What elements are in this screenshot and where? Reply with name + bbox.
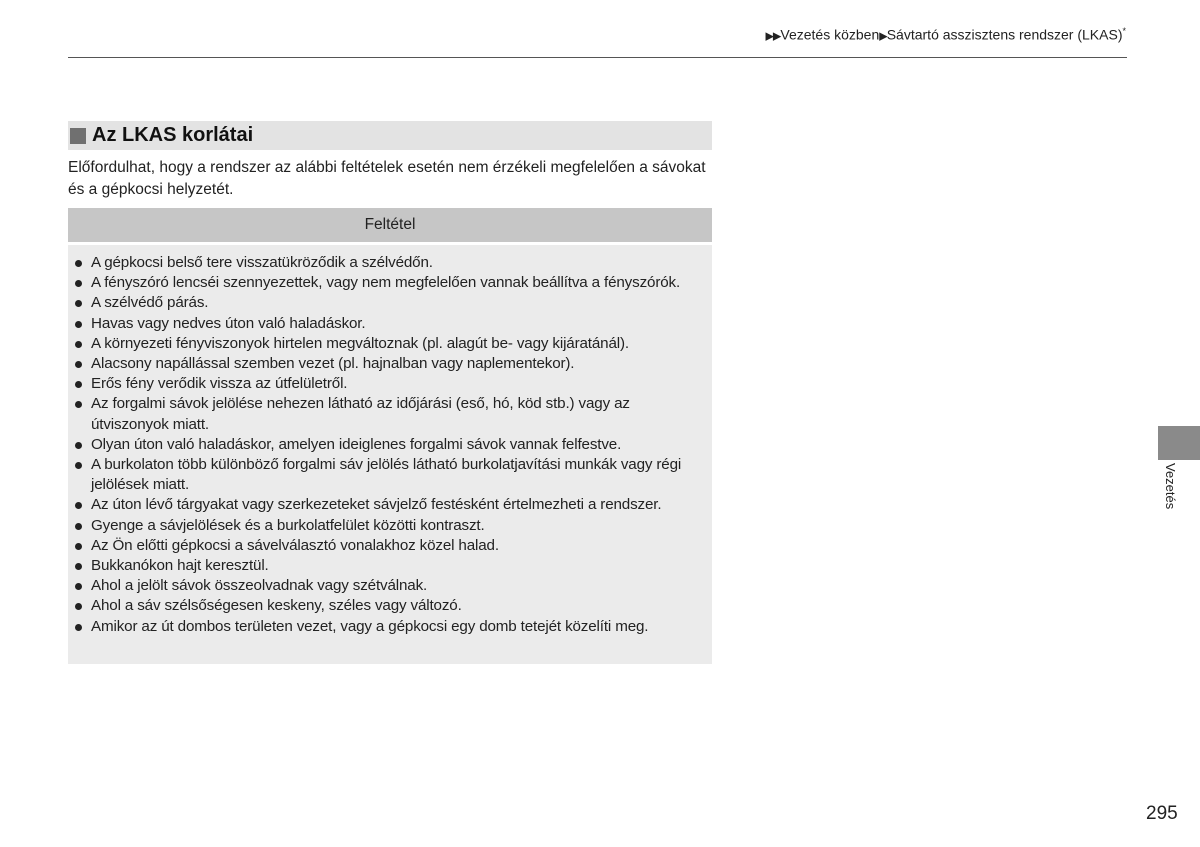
list-item-text: Alacsony napállással szemben vezet (pl. hajnalban vagy naplementekor). <box>91 355 575 373</box>
list-item-text: A környezeti fényviszonyok hirtelen megváltoznak (pl. alagút be- vagy kijáratánál). <box>91 334 629 352</box>
list-item <box>74 495 708 515</box>
list-item-text: Az forgalmi sávok jelölése nehezen látható az időjárási (eső, hó, köd stb.) vagy az útviszonyok miatt. <box>91 395 630 433</box>
bullet-icon <box>75 401 82 408</box>
bullet-icon <box>75 603 82 610</box>
breadcrumb <box>765 26 1126 43</box>
list-item-text: A gépkocsi belső tere visszatükröződik a szélvédőn. <box>91 254 433 271</box>
list-item-text: Az úton lévő tárgyakat vagy szerkezeteket sávjelző festésként értelmezheti a rendszer. <box>91 496 662 514</box>
list-item-text: Erős fény verődik vissza az útfelületről. <box>91 375 348 393</box>
list-item-text: A szélvédő párás. <box>91 294 209 312</box>
chapter-tab-marker <box>1158 426 1200 460</box>
list-item <box>74 354 708 374</box>
list-item <box>74 273 708 293</box>
list-item-text: Gyenge a sávjelölések és a burkolatfelület közötti kontraszt. <box>91 516 485 534</box>
bullet-icon <box>75 300 82 307</box>
breadcrumb-item-lkas: Sávtartó asszisztens rendszer (LKAS) <box>886 26 1123 43</box>
list-item <box>74 435 708 455</box>
list-item <box>74 556 708 576</box>
bullet-icon <box>75 624 82 631</box>
breadcrumb-arrow-icon: ▶▶ <box>765 30 781 43</box>
list-item-text: Ahol a sáv szélsőségesen keskeny, széles vagy változó. <box>91 597 462 615</box>
list-item-text: A burkolaton több különböző forgalmi sáv jelölés látható burkolatjavítási munkák vagy régi jelölések miatt. <box>91 456 682 494</box>
list-item <box>74 617 708 637</box>
header-divider <box>68 57 1127 58</box>
bullet-icon <box>75 583 82 590</box>
bullet-icon <box>75 563 82 570</box>
bullet-icon <box>75 280 82 287</box>
breadcrumb-arrow-icon: ▶ <box>879 30 887 43</box>
list-item-text: Az Ön előtti gépkocsi a sávelválasztó vonalakhoz közel halad. <box>91 536 499 554</box>
heading-square-icon <box>70 128 86 144</box>
chapter-tab-label: Vezetés <box>1163 463 1178 510</box>
breadcrumb-item-driving: Vezetés közben <box>780 26 880 43</box>
bullet-icon <box>75 442 82 449</box>
list-item <box>74 394 708 434</box>
bullet-icon <box>75 381 82 388</box>
list-item <box>74 516 708 536</box>
page-number: 295 <box>1146 803 1178 824</box>
bullet-icon <box>75 502 82 509</box>
list-item <box>74 576 708 596</box>
bullet-icon <box>75 341 82 348</box>
list-item <box>74 455 708 495</box>
list-item <box>74 374 708 394</box>
conditions-table <box>68 245 712 664</box>
bullet-icon <box>75 260 82 267</box>
list-item <box>74 293 708 313</box>
table-header: Feltétel <box>68 208 712 242</box>
conditions-list <box>74 253 708 637</box>
bullet-icon <box>75 543 82 550</box>
section-title: Az LKAS korlátai <box>92 124 254 146</box>
intro-paragraph: Előfordulhat, hogy a rendszer az alábbi feltételek esetén nem érzékeli megfelelően a sávokat és a gépkocsi helyzetét. <box>68 159 706 198</box>
bullet-icon <box>75 321 82 328</box>
bullet-icon <box>75 462 82 469</box>
list-item <box>74 314 708 334</box>
list-item <box>74 253 708 273</box>
breadcrumb-footnote-mark: * <box>1122 26 1126 36</box>
list-item <box>74 596 708 616</box>
list-item-text: Amikor az út dombos területen vezet, vagy a gépkocsi egy domb tetejét közelíti meg. <box>91 617 649 635</box>
list-item-text: A fényszóró lencséi szennyezettek, vagy nem megfelelően vannak beállítva a fényszórók. <box>91 274 681 292</box>
list-item-text: Havas vagy nedves úton való haladáskor. <box>91 314 366 332</box>
bullet-icon <box>75 361 82 368</box>
list-item <box>74 334 708 354</box>
list-item-text: Olyan úton való haladáskor, amelyen ideiglenes forgalmi sávok vannak felfestve. <box>91 435 622 453</box>
list-item <box>74 536 708 556</box>
list-item-text: Bukkanókon hajt keresztül. <box>91 557 269 575</box>
list-item-text: Ahol a jelölt sávok összeolvadnak vagy szétválnak. <box>91 577 428 595</box>
bullet-icon <box>75 523 82 530</box>
section-heading <box>68 121 712 150</box>
